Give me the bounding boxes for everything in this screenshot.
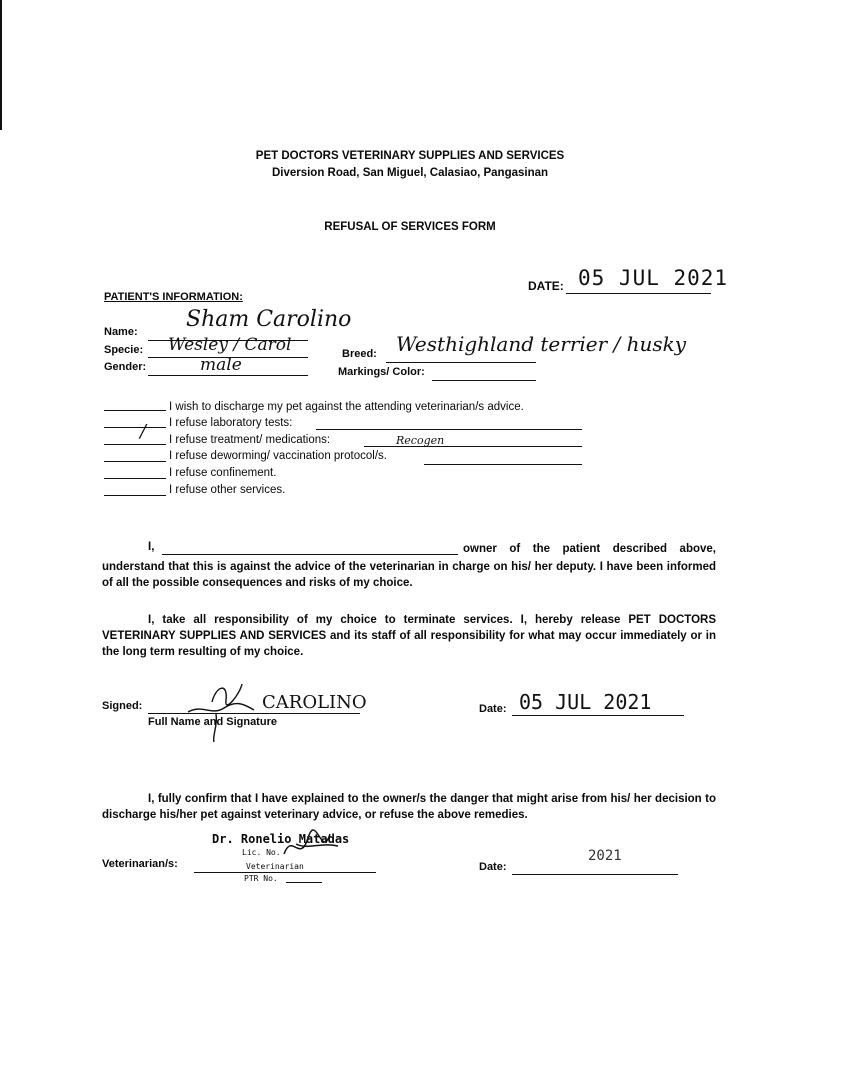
gender-line [148, 375, 308, 376]
scan-edge-mark [0, 0, 2, 130]
option-text: I refuse deworming/ vaccination protocol/s. [169, 450, 387, 462]
company-name: PET DOCTORS VETERINARY SUPPLIES AND SERVICES [255, 150, 565, 162]
option-line[interactable] [104, 410, 166, 411]
owner-i-label: I, [148, 541, 155, 553]
option-text: I refuse other services. [169, 484, 286, 496]
option-detail-value: Recogen [396, 434, 445, 447]
form-title: REFUSAL OF SERVICES FORM [324, 221, 496, 233]
option-detail-line [424, 464, 582, 465]
signature-value: CAROLINO [262, 692, 367, 713]
breed-line [386, 362, 536, 363]
option-checkmark: / [140, 421, 147, 442]
vet-date-value: 2021 [588, 848, 622, 864]
vet-lic: Lic. No. [242, 848, 281, 857]
option-text: I wish to discharge my pet against the attending veterinarian/s advice. [169, 401, 524, 413]
date-top-label: DATE: [528, 279, 564, 293]
vet-role: Veterinarian [246, 862, 304, 871]
option-detail-line [316, 429, 582, 430]
specie-value: Wesley / Carol [168, 335, 292, 355]
signature-scribble-icon [182, 674, 272, 744]
option-text: I refuse treatment/ medications: [169, 434, 331, 446]
option-line[interactable] [104, 495, 166, 496]
option-line[interactable] [104, 444, 166, 445]
name-label: Name: [104, 326, 138, 338]
responsibility-text: I, take all responsibility of my choice to terminate services. I, hereby release PET DOCTORS VETERINARY SUPPLIES AND SERVICES and its staff of all responsibility for what may occur immediately or in the long term resulting of my choice. [102, 614, 716, 658]
breed-value: Westhighland terrier / husky [396, 332, 687, 356]
vet-label: Veterinarian/s: [102, 858, 178, 870]
patient-section-label: PATIENT'S INFORMATION: [104, 291, 243, 303]
statement-rest: understand that this is against the advice of the veterinarian in charge on his/ her deputy. I have been informed of all the possible consequences and risks of my choice. [102, 561, 716, 589]
markings-label: Markings/ Color: [338, 366, 425, 378]
option-line[interactable] [104, 427, 166, 428]
date-top-line [566, 293, 711, 294]
option-text: I refuse laboratory tests: [169, 417, 293, 429]
name-value: Sham Carolino [186, 307, 352, 332]
signed-date-label: Date: [479, 703, 507, 715]
vet-date-line [512, 874, 678, 875]
owner-text: owner of the patient described above, [463, 543, 716, 555]
vet-ptr: PTR No. [244, 874, 278, 883]
signed-date-value: 05 JUL 2021 [519, 690, 652, 714]
owner-name-line[interactable] [162, 554, 458, 555]
gender-label: Gender: [104, 361, 147, 373]
signature-caption: Full Name and Signature [148, 716, 277, 728]
specie-label: Specie: [104, 344, 144, 356]
option-line[interactable] [104, 478, 166, 479]
breed-label: Breed: [342, 348, 377, 360]
gender-value: male [200, 355, 242, 375]
vet-ptr-line [286, 882, 322, 883]
vet-name: Dr. Ronelio Matadas [212, 832, 350, 846]
option-text: I refuse confinement. [169, 467, 277, 479]
vet-date-label: Date: [479, 861, 507, 873]
company-address: Diversion Road, San Miguel, Calasiao, Pangasinan [271, 167, 549, 179]
signed-date-line [512, 715, 684, 716]
markings-line [432, 380, 536, 381]
option-line[interactable] [104, 461, 166, 462]
signed-label: Signed: [102, 700, 143, 712]
date-top-value: 05 JUL 2021 [578, 266, 729, 290]
vet-signature-icon [278, 824, 348, 874]
confirm-text: I, fully confirm that I have explained to the owner/s the danger that might arise from his/ her decision to discharge his/her pet against veterinary advice, or refuse the above remedies. [102, 793, 716, 821]
